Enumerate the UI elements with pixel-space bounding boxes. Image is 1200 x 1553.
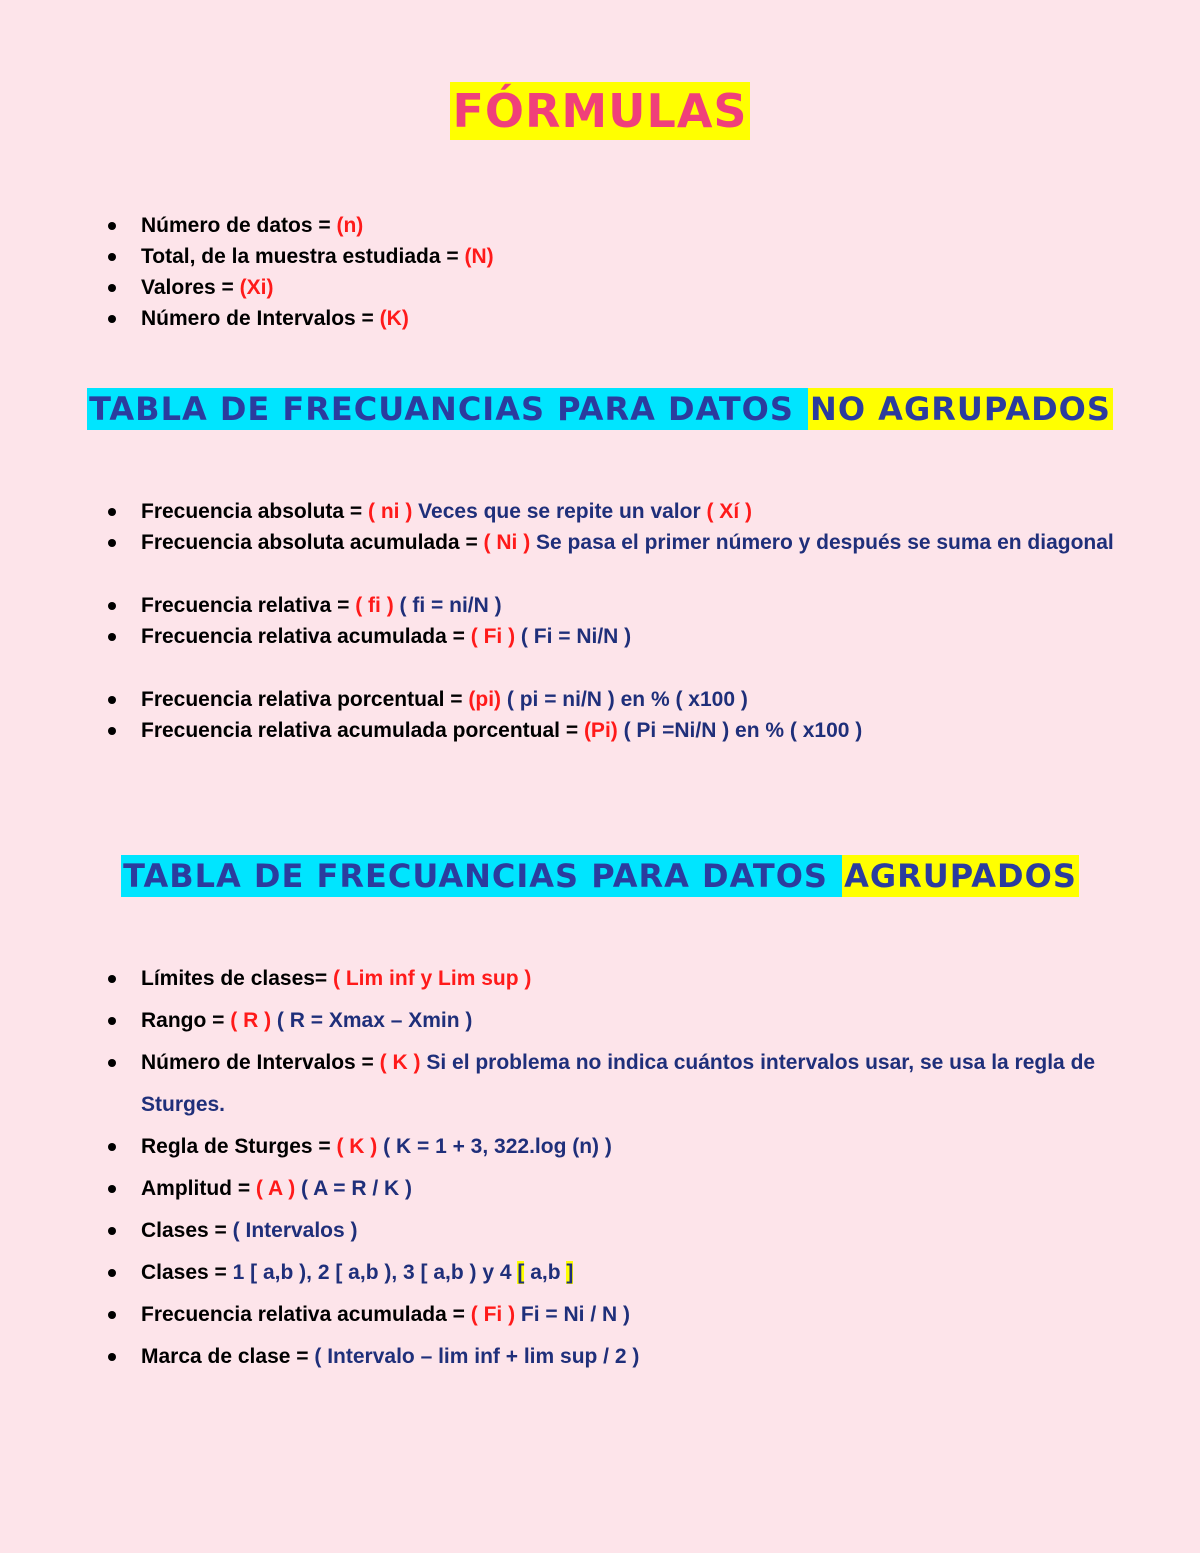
list-item bbox=[0, 303, 1200, 334]
item-label: Regla de Sturges = bbox=[141, 1135, 337, 1158]
item-description: ( pi = ni/N ) en % ( x100 ) bbox=[501, 688, 748, 711]
item-label: Frecuencia relativa acumulada = bbox=[141, 625, 471, 648]
item-description: ( A = R / K ) bbox=[295, 1177, 413, 1200]
item-description: ( R = Xmax – Xmin ) bbox=[271, 1009, 473, 1032]
section-title-grouped bbox=[0, 857, 1200, 895]
ungrouped-formulas-list bbox=[0, 496, 1200, 746]
main-title: FÓRMULAS bbox=[452, 84, 748, 138]
item-symbol: (K) bbox=[379, 307, 409, 330]
item-label: Frecuencia relativa acumulada porcentual = bbox=[141, 719, 584, 742]
item-description: a,b bbox=[524, 1261, 567, 1284]
list-item bbox=[0, 958, 1200, 1000]
section-title-highlight: NO AGRUPADOS bbox=[810, 390, 1111, 428]
item-symbol: ( K ) bbox=[336, 1135, 378, 1158]
highlighted-bracket: ] bbox=[566, 1261, 574, 1284]
item-description: Si el problema no indica cuántos intervalos usar, se usa la regla de Sturges. bbox=[141, 1051, 1096, 1116]
item-symbol: ( ni ) bbox=[368, 500, 413, 523]
list-item bbox=[0, 527, 1200, 558]
item-description: ( Intervalo – lim inf + lim sup / 2 ) bbox=[314, 1345, 640, 1368]
item-description: Veces que se repite un valor bbox=[412, 500, 707, 523]
item-symbol: ( Lim inf y Lim sup ) bbox=[333, 967, 532, 990]
grouped-formulas-list bbox=[0, 958, 1200, 1378]
item-label: Frecuencia relativa = bbox=[141, 594, 356, 617]
list-item bbox=[0, 241, 1200, 272]
item-description: ( K = 1 + 3, 322.log (n) ) bbox=[377, 1135, 612, 1158]
list-item bbox=[0, 715, 1200, 746]
section-title-part: TABLA DE FRECUANCIAS PARA DATOS bbox=[89, 390, 807, 428]
list-item bbox=[0, 590, 1200, 621]
item-label: Amplitud = bbox=[141, 1177, 256, 1200]
list-item bbox=[0, 1000, 1200, 1042]
list-item bbox=[0, 1042, 1200, 1126]
item-symbol: (n) bbox=[336, 214, 364, 237]
item-description: Fi = Ni / N ) bbox=[515, 1303, 631, 1326]
section-title-ungrouped bbox=[0, 390, 1200, 428]
section-title-part: TABLA DE FRECUANCIAS PARA DATOS bbox=[123, 857, 841, 895]
item-label: Clases = bbox=[141, 1219, 233, 1242]
item-description: 1 [ a,b ), 2 [ a,b ), 3 [ a,b ) y 4 bbox=[232, 1261, 518, 1284]
item-symbol: ( fi ) bbox=[355, 594, 394, 617]
item-symbol: ( Fi ) bbox=[470, 1303, 516, 1326]
item-symbol: ( Fi ) bbox=[470, 625, 516, 648]
item-symbol: (pi) bbox=[468, 688, 502, 711]
list-item bbox=[0, 1168, 1200, 1210]
item-description: ( fi = ni/N ) bbox=[393, 594, 502, 617]
item-symbol: ( R ) bbox=[230, 1009, 272, 1032]
item-description: ( Pi =Ni/N ) en % ( x100 ) bbox=[617, 719, 863, 742]
item-label: Frecuencia absoluta acumulada = bbox=[141, 531, 484, 554]
item-label: Total, de la muestra estudiada = bbox=[141, 245, 465, 268]
item-label: Número de Intervalos = bbox=[141, 1051, 380, 1074]
list-item bbox=[0, 1126, 1200, 1168]
list-item bbox=[0, 496, 1200, 527]
item-symbol: (Pi) bbox=[583, 719, 618, 742]
item-description: Se pasa el primer número y después se suma en diagonal bbox=[530, 531, 1114, 554]
list-item bbox=[0, 1252, 1200, 1294]
item-label: Valores = bbox=[141, 276, 240, 299]
item-symbol: ( Ni ) bbox=[483, 531, 531, 554]
list-item bbox=[0, 1210, 1200, 1252]
highlighted-bracket: [ bbox=[517, 1261, 525, 1284]
item-label: Frecuencia relativa porcentual = bbox=[141, 688, 469, 711]
list-item bbox=[0, 272, 1200, 303]
item-symbol: (Xi) bbox=[239, 276, 274, 299]
list-item bbox=[0, 1336, 1200, 1378]
item-label: Frecuencia relativa acumulada = bbox=[141, 1303, 471, 1326]
item-description: ( Intervalos ) bbox=[232, 1219, 358, 1242]
item-label: Número de datos = bbox=[141, 214, 337, 237]
section-title-highlight: AGRUPADOS bbox=[844, 857, 1077, 895]
item-description: ( Fi = Ni/N ) bbox=[515, 625, 632, 648]
item-label: Límites de clases= bbox=[141, 967, 334, 990]
item-symbol: ( Xí ) bbox=[706, 500, 752, 523]
item-symbol: (N) bbox=[464, 245, 494, 268]
list-item bbox=[0, 684, 1200, 715]
item-label: Número de Intervalos = bbox=[141, 307, 380, 330]
item-label: Marca de clase = bbox=[141, 1345, 315, 1368]
item-label: Clases = bbox=[141, 1261, 233, 1284]
list-item bbox=[0, 621, 1200, 652]
item-label: Frecuencia absoluta = bbox=[141, 500, 369, 523]
item-symbol: ( K ) bbox=[379, 1051, 421, 1074]
list-item bbox=[0, 1294, 1200, 1336]
basic-formulas-list bbox=[0, 210, 1200, 334]
item-symbol: ( A ) bbox=[255, 1177, 296, 1200]
item-label: Rango = bbox=[141, 1009, 231, 1032]
page-title bbox=[0, 84, 1200, 138]
list-item bbox=[0, 210, 1200, 241]
